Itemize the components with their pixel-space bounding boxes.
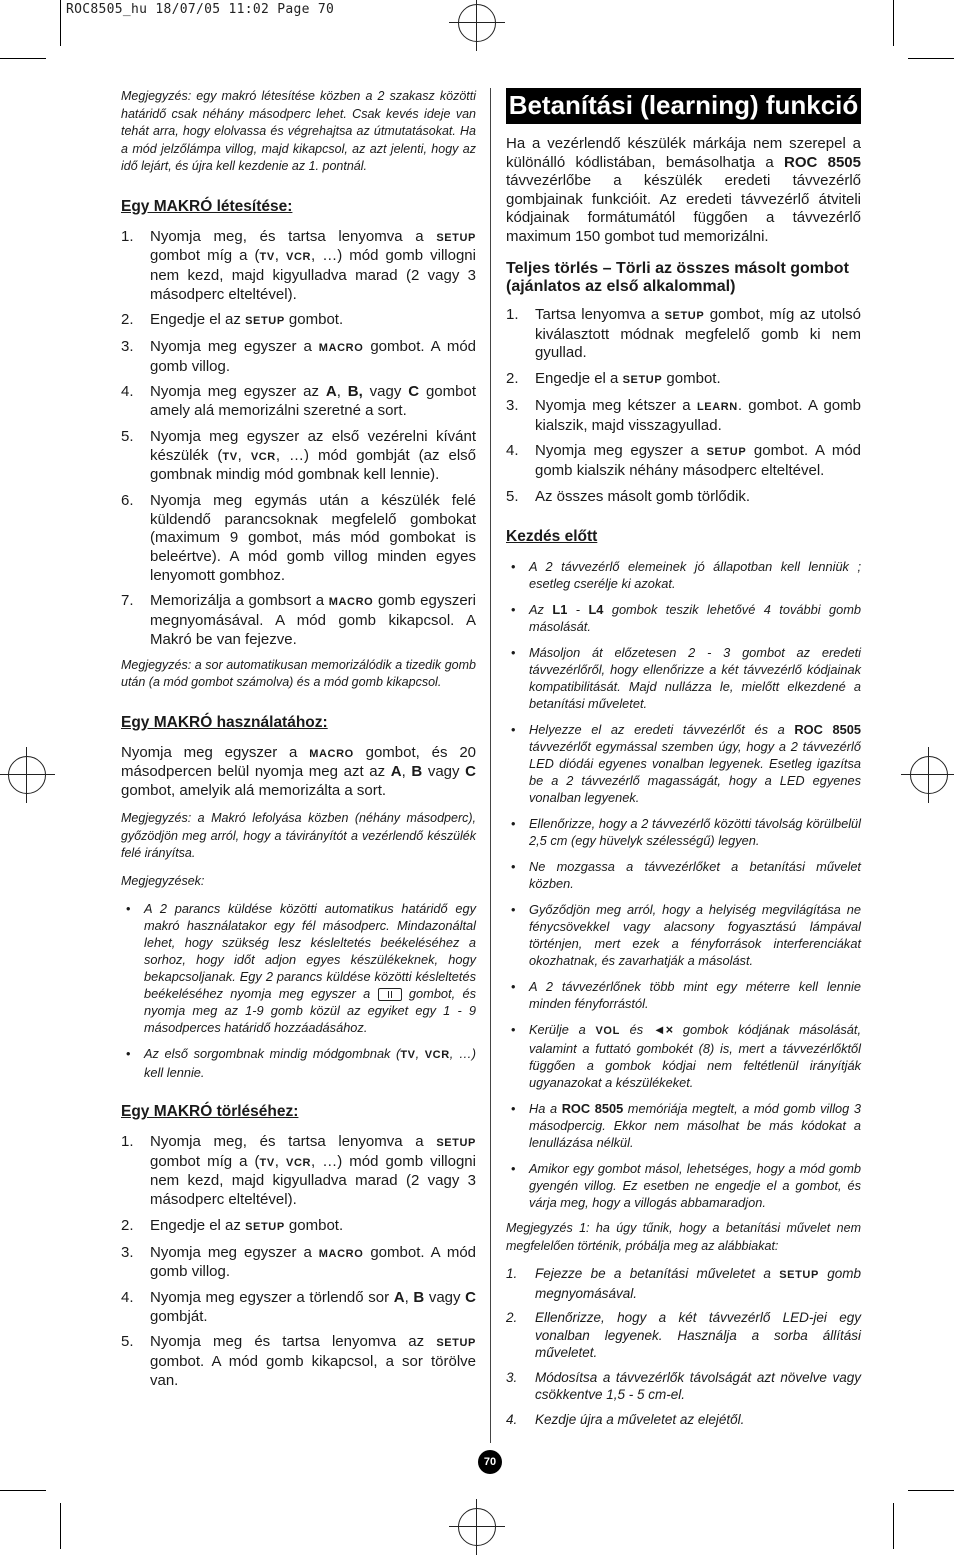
list-item: 3. Módosítsa a távvezérlők távolságát azt növelve vagy csökkentve 1,5 - 5 cm-el. bbox=[506, 1369, 861, 1403]
list-item: 1. Tartsa lenyomva a SETUP gombot, míg az utolsó kiválasztott módnak megfelelő gomb ki nem gyullad. bbox=[506, 306, 861, 362]
key-label: VCR bbox=[250, 450, 276, 463]
registration-mark bbox=[8, 756, 46, 794]
step-number: 4. bbox=[121, 383, 134, 401]
full-reset-heading: Teljes törlés – Törli az összes másolt gombot (ajánlatos az első alkalommal) bbox=[506, 260, 849, 295]
bold-term: A bbox=[393, 1288, 405, 1306]
key-label: MACRO bbox=[309, 747, 354, 760]
notes-label: Megjegyzések: bbox=[121, 873, 205, 888]
before-start-heading: Kezdés előtt bbox=[506, 528, 598, 546]
bold-term: ROC 8505 bbox=[561, 1101, 624, 1117]
list-item: 4. Nyomja meg egyszer a törlendő sor A, B vagy C gombját. bbox=[121, 1288, 476, 1325]
list-item: 4. Nyomja meg egyszer az A, B, vagy C gombot amely alá memorizálni szeretné a sort. bbox=[121, 383, 476, 420]
key-label: VCR bbox=[424, 1049, 450, 1062]
list-item: • A 2 távvezérlő elemeinek jó állapotban kell lenniük ; esetleg cserélje ki azokat. bbox=[506, 558, 861, 592]
list-item: 4. Nyomja meg egyszer a SETUP gombot. A mód gomb kialszik néhány másodperc elteltével. bbox=[506, 442, 862, 479]
crop-mark bbox=[60, 0, 61, 46]
troubleshoot-note: Megjegyzés 1: ha úgy tűnik, hogy a betanítási művelet nem megfelelően történik, próbálja meg az alábbiakat: bbox=[506, 1221, 861, 1253]
delete-macro-steps bbox=[121, 1133, 476, 1390]
key-label: MACRO bbox=[318, 1247, 364, 1260]
step-number: 3. bbox=[506, 1369, 518, 1385]
step-number: 2. bbox=[121, 1216, 134, 1234]
key-label: TV bbox=[259, 251, 275, 264]
right-column bbox=[506, 88, 861, 1435]
list-item: • Másoljon át előzetesen 2 - 3 gombot az eredeti távvezérlőről, hogy ellenőrizze a két távvezérlő kódjainak kompatibilitását. Majd nullázza le, mielőtt elkezdené a betanítási műveletet. bbox=[506, 644, 861, 712]
step-number: 6. bbox=[121, 491, 134, 509]
macro-note: Megjegyzés: egy makró létesítése közben a 2 szakasz közötti határidő csak néhány másodperc lehet. Csak kevés ideje van tehát arra, hogy elolvassa és végrehajtsa az útmutatásokat. Ha a mód jelzőlámpa villog, majd kikapcsol, az azt jelenti, hogy az idő lejárt, és újra kell kezdenie az 1. pontnál. bbox=[121, 89, 476, 173]
list-item: 5. Az összes másolt gomb törlődik. bbox=[506, 487, 751, 505]
key-label: MACRO bbox=[328, 596, 374, 609]
key-label: MACRO bbox=[318, 342, 364, 355]
column-divider bbox=[490, 88, 491, 1443]
print-header: ROC8505_hu 18/07/05 11:02 Page 70 bbox=[66, 2, 335, 17]
bold-term: C bbox=[465, 763, 476, 781]
registration-mark bbox=[458, 4, 496, 42]
crop-mark bbox=[893, 1503, 894, 1549]
key-label: SETUP bbox=[245, 1220, 285, 1233]
key-label: VCR bbox=[286, 251, 312, 264]
delay-note-end: gombot, és nyomja meg az 1-9 gomb közül az egyiket egy 1 - 9 másodperces határidő hozzáadásához. bbox=[144, 986, 476, 1036]
delete-macro-heading: Egy MAKRÓ törléséhez: bbox=[121, 1103, 299, 1121]
step-number: 4. bbox=[121, 1288, 134, 1306]
section-title: Betanítási (learning) funkció bbox=[506, 88, 861, 124]
list-item: 2. Ellenőrizze, hogy a két távvezérlő LED-jei egy vonalban legyenek. Használja a sorba állítási műveletet. bbox=[506, 1310, 861, 1361]
bold-term: C bbox=[408, 383, 420, 401]
step-number: 1. bbox=[121, 227, 134, 245]
delay-note-start: A 2 parancs küldése közötti automatikus határidő egy makró használatakor egy fél másodperc. Mindazonáltal lehet, hogy szükség lesz késleltetés beékeléséhez a sorhoz, hogy időt adjon egyes készülékeknek, hogy bekapcsoljanak. Egy 2 parancs küldése közötti késleltetés beékeléséhez nyomja meg egyszer a bbox=[144, 901, 476, 1002]
list-item: • Ne mozgassa a távvezérlőket a betanítási művelet közben. bbox=[506, 858, 861, 892]
bold-term: ROC 8505 bbox=[784, 153, 861, 171]
key-label: SETUP bbox=[436, 1337, 476, 1350]
step-number: 1. bbox=[506, 1266, 518, 1282]
list-item: 1. Nyomja meg, és tartsa lenyomva a SETUP gombot míg a (TV, VCR, …) mód gomb villogni nem kezd, majd kigyulladva marad (2 vagy 3 másodperc elteltével). bbox=[121, 227, 476, 303]
step-number: 2. bbox=[506, 370, 519, 388]
key-label: TV bbox=[259, 1156, 275, 1169]
pause-key-icon bbox=[378, 988, 402, 1001]
bold-term: B bbox=[411, 763, 423, 781]
step-number: 3. bbox=[121, 338, 134, 356]
list-item: • Győződjön meg arról, hogy a helyiség megvilágítása ne fénycsövekkel vagy alacsony fogyasztású lámpával történjen, mert ezek a fényforrások interferenciákat okozhatnak, és zavarhatják a másolást. bbox=[506, 901, 861, 969]
key-label: TV bbox=[222, 450, 238, 463]
bold-term: C bbox=[465, 1288, 476, 1306]
list-item: • Az L1 - L4 gombok teszik lehetővé 4 további gomb másolását. bbox=[506, 601, 861, 635]
troubleshoot-steps bbox=[506, 1265, 861, 1428]
list-item: • Helyezze el az eredeti távvezérlőt és a ROC 8505 távvezérlőt egymással szemben úgy, hogy a 2 távvezérlő LED diódái egyenes vonalban legyenek. Esetleg igazítsa be a 2 távvezérlő magasságát, hogy a LED egyenes vonalban legyenek. bbox=[506, 721, 861, 806]
list-item: 3. Nyomja meg egyszer a MACRO gombot. A mód gomb villog. bbox=[121, 338, 477, 375]
list-item: 5. Nyomja meg egyszer az első vezérelni kívánt készülék (TV, VCR, …) mód gombját (az első gombnak mindig mód gombnak kell lennie). bbox=[121, 427, 476, 484]
step-number: 7. bbox=[121, 592, 134, 610]
create-macro-steps bbox=[121, 228, 476, 650]
before-start-list bbox=[506, 558, 861, 1211]
step-number: 2. bbox=[506, 1310, 518, 1326]
crop-mark bbox=[893, 0, 894, 46]
list-item: 1. Nyomja meg, és tartsa lenyomva a SETUP gombot míg a (TV, VCR, …) mód gomb villogni nem kezd, majd kigyulladva marad (2 vagy 3 másodperc elteltével). bbox=[121, 1133, 476, 1209]
key-label: LEARN bbox=[696, 400, 738, 413]
bold-term: B bbox=[413, 1288, 425, 1306]
crop-mark bbox=[908, 1490, 954, 1491]
list-item: 1. Fejezze be a betanítási műveletet a SETUP gomb megnyomásával. bbox=[506, 1266, 861, 1301]
page-number: 70 bbox=[478, 1450, 502, 1474]
list-item: 2. Engedje el az SETUP gombot. bbox=[121, 1216, 344, 1234]
list-item: 3. Nyomja meg egyszer a MACRO gombot. A mód gomb villog. bbox=[121, 1243, 477, 1281]
key-label: VCR bbox=[286, 1156, 312, 1169]
use-macro-note: Megjegyzés: a Makró lefolyása közben (néhány másodperc), győzödjön meg arról, hogy a távirányítót a vezérlendő készülék felé irányítsa. bbox=[121, 811, 476, 861]
bold-term: B, bbox=[347, 383, 363, 401]
step-number: 3. bbox=[506, 396, 519, 414]
list-item: • Ha a ROC 8505 memóriája megtelt, a mód gomb villog 3 másodpercig. Ekkor nem másolhat be más kódokat a lenullázása nélkül. bbox=[506, 1100, 861, 1151]
bold-term: L4 bbox=[588, 602, 604, 618]
key-label: SETUP bbox=[664, 310, 705, 322]
step-number: 1. bbox=[506, 306, 519, 323]
bold-term: ◄× bbox=[652, 1022, 674, 1038]
registration-mark bbox=[458, 1508, 496, 1546]
key-label: VOL bbox=[595, 1025, 620, 1038]
key-label: SETUP bbox=[436, 231, 476, 244]
key-label: TV bbox=[400, 1049, 416, 1062]
list-item: 2. Engedje el a SETUP gombot. bbox=[506, 370, 721, 388]
crop-mark bbox=[60, 1503, 61, 1549]
create-macro-heading: Egy MAKRÓ létesítése: bbox=[121, 197, 293, 215]
step-number: 4. bbox=[506, 1411, 518, 1427]
step-number: 3. bbox=[121, 1243, 134, 1261]
crop-mark bbox=[0, 58, 46, 59]
list-item bbox=[121, 900, 476, 1036]
list-item: 6. Nyomja meg egymás után a készülék felé küldendő parancsoknak megfelelő gombokat (maximum 9 gombot, más mód gombokat is beleértve). A mód gomb villog minden egyes lenyomott gombhoz. bbox=[121, 491, 476, 584]
list-item: 4. Kezdje újra a műveletet az elejétől. bbox=[506, 1411, 745, 1427]
full-reset-steps bbox=[506, 306, 861, 506]
list-item: 7. Memorizálja a gombsort a MACRO gomb egyszeri megnyomásával. A mód gomb kikapcsol. A Makró be van fejezve. bbox=[121, 592, 477, 648]
step-number: 5. bbox=[121, 1333, 134, 1351]
bold-term: L1 bbox=[552, 602, 568, 618]
auto-memorize-note: Megjegyzés: a sor automatikusan memorizálódik a tizedik gomb után (a mód gombot számolva) és a mód gomb kikapcsol. bbox=[121, 657, 476, 690]
list-item: 3. Nyomja meg kétszer a LEARN. gombot. A gomb kialszik, majd visszagyullad. bbox=[506, 396, 861, 434]
list-item: • Kerülje a VOL és ◄× gombok kódjának másolását, valamint a futtató gombokét (8) is, mert a távvezérlőktől függően a gombok kódjai nem feltétlenül irányítják ugyanazokat a készülékeket. bbox=[506, 1021, 861, 1091]
step-number: 1. bbox=[121, 1133, 134, 1151]
list-item: • Amikor egy gombot másol, lehetséges, hogy a mód gomb gyengén villog. Ez esetben ne engedje el a gombot, és várja meg, hogy a villogás abbamaradjon. bbox=[506, 1160, 861, 1211]
use-macro-text: Nyomja meg egyszer a MACRO gombot, és 20 másodpercen belül nyomja meg azt az A, B vagy C gombot, amelyik alá memorizálta a sort. bbox=[121, 743, 476, 799]
bold-term: ROC 8505 bbox=[794, 722, 861, 738]
crop-mark bbox=[908, 58, 954, 59]
list-item: • Ellenőrizze, hogy a 2 távvezérlő közötti távolság körülbelül 2,5 cm (egy hüvelyk szélességű) legyen. bbox=[506, 815, 861, 849]
key-label: SETUP bbox=[779, 1269, 819, 1282]
learning-intro: Ha a vezérlendő készülék márkája nem szerepel a különálló kódlistában, bemásolhatja a ROC 8505 távvezérlőbe a készülék eredeti távvezérlő gombjainak funkcióit. Az eredeti távvezérlő átviteli kódjainak formátumától függően a távvezérlő maximum 150 gombot tud memorizálni. bbox=[506, 135, 861, 245]
crop-mark bbox=[0, 1490, 46, 1491]
key-label: SETUP bbox=[706, 446, 747, 459]
bold-term: A bbox=[390, 763, 402, 781]
list-item: • Az első sorgombnak mindig módgombnak (TV, VCR, …) kell lennie. bbox=[121, 1045, 476, 1081]
step-number: 5. bbox=[121, 427, 134, 445]
list-item: 5. Nyomja meg és tartsa lenyomva az SETUP gombot. A mód gomb kikapcsol, a sor törölve van. bbox=[121, 1333, 476, 1389]
registration-mark bbox=[910, 756, 948, 794]
key-label: SETUP bbox=[622, 374, 663, 387]
step-number: 2. bbox=[121, 311, 134, 329]
use-macro-heading: Egy MAKRÓ használatához: bbox=[121, 713, 328, 731]
macro-notes-list bbox=[121, 900, 476, 1081]
step-number: 5. bbox=[506, 487, 519, 505]
step-number: 4. bbox=[506, 442, 519, 460]
key-label: SETUP bbox=[436, 1137, 476, 1150]
list-item: 2. Engedje el az SETUP gombot. bbox=[121, 311, 344, 329]
key-label: SETUP bbox=[245, 315, 285, 328]
list-item: • A 2 távvezérlőnek több mint egy méterre kell lennie minden fényforrástól. bbox=[506, 978, 861, 1012]
bold-term: A bbox=[325, 383, 337, 401]
left-column bbox=[121, 88, 476, 1398]
